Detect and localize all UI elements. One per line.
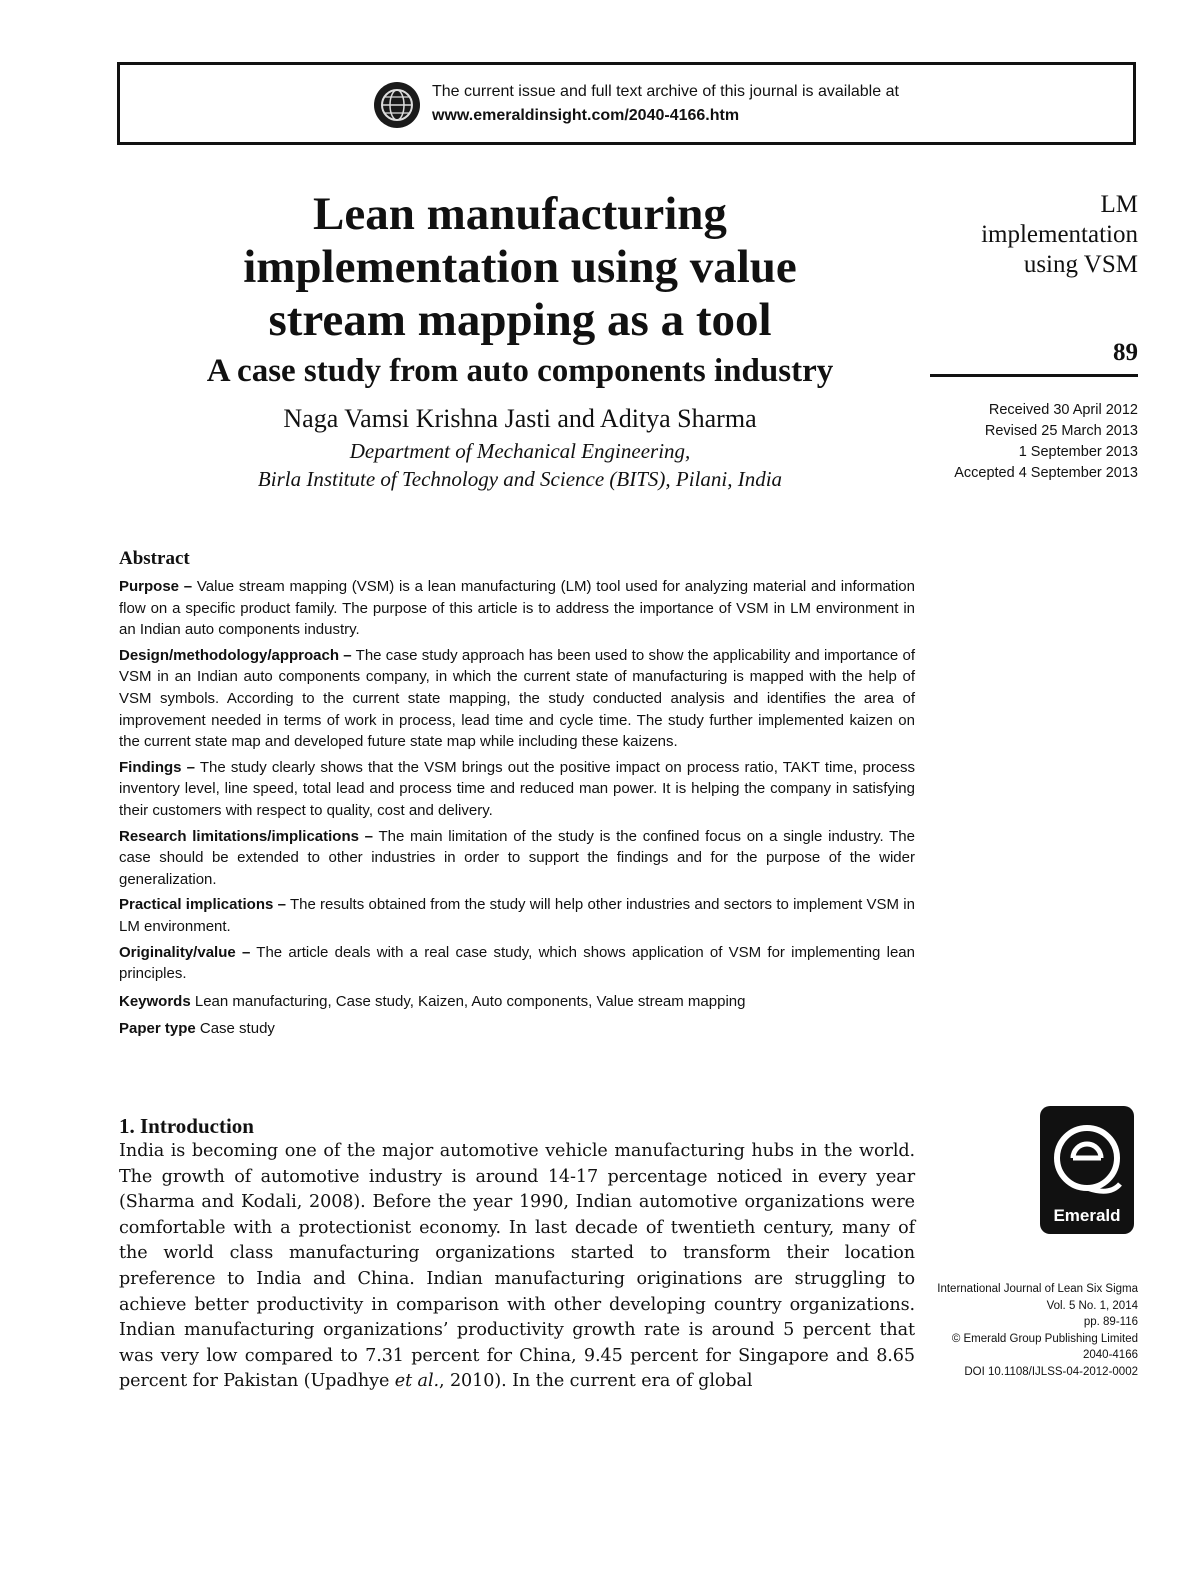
date-line: Received 30 April 2012 (988, 402, 1138, 418)
emerald-logo-word: Emerald (1053, 1206, 1121, 1225)
intro-text-tail: , 2010). In the current era of global (438, 1371, 753, 1392)
journal-pages: pp. 89-116 (1083, 1316, 1138, 1328)
article-title-line: stream mapping as a tool (268, 294, 772, 346)
publisher-info (920, 1281, 1138, 1380)
introduction-body (119, 1139, 915, 1395)
paper-type-text: Case study (199, 1020, 275, 1038)
intro-text: India is becoming one of the major automotive vehicle manufacturing hubs in the world. The growth of automotive industry is around 14-17 percentage noticed in every year (Sharma and Kodali, 2008). Before the year 1990, Indian automotive organizations were comfortable with a protectionist economy. In last decade of twentieth century, many of the world class manufacturing organizations started to transform their location preference to India and China. Indian manufacturing originations are struggling to achieve better productivity in comparison with other developing country organizations. Indian manufacturing organizations’ productivity growth rate is around 5 percent that was very low compared to 7.31 percent for China, 9.45 percent for Singapore and 8.65 percent for Pakistan (Upadhye (119, 1141, 915, 1392)
copyright-line: © Emerald Group Publishing Limited (951, 1332, 1138, 1345)
abstract-section (119, 942, 915, 985)
abstract-section-label: Design/methodology/approach – (119, 646, 352, 664)
globe-icon (372, 80, 422, 130)
archive-url-link[interactable]: www.emeraldinsight.com/2040-4166.htm (432, 107, 740, 124)
affiliation-line: Department of Mechanical Engineering, (349, 439, 691, 463)
running-head (940, 190, 1138, 280)
introduction-paragraph (119, 1139, 915, 1395)
running-head-line: using VSM (1023, 251, 1138, 278)
abstract-section-label: Purpose – (119, 578, 193, 595)
abstract-section-text: Value stream mapping (VSM) is a lean manufacturing (LM) tool used for analyzing material and information flow on a specific product family. The purpose of this article is to address the importance of VSM in LM environment in an Indian auto components industry. (119, 578, 915, 639)
abstract-heading: Abstract (119, 548, 190, 569)
keywords (119, 991, 915, 1013)
date-line: Accepted 4 September 2013 (954, 465, 1138, 481)
margin-divider (930, 374, 1138, 377)
abstract-section-label: Research limitations/implications – (119, 827, 374, 845)
journal-volume: Vol. 5 No. 1, 2014 (1046, 1299, 1138, 1312)
abstract-section-label: Practical implications – (119, 896, 286, 914)
abstract-section-text: The results obtained from the study will help other industries and sectors to implement VSM in LM environment. (119, 896, 915, 935)
page-number: 89 (1113, 339, 1138, 366)
article-title-line: Lean manufacturing (313, 188, 727, 240)
abstract-section-text: The article deals with a real case study, which shows application of VSM for implementing lean principles. (119, 943, 915, 983)
article-subtitle: A case study from auto components industry (206, 353, 834, 389)
date-line: 1 September 2013 (1018, 444, 1138, 460)
article-title (120, 188, 920, 347)
article-authors: Naga Vamsi Krishna Jasti and Aditya Sharma (283, 404, 757, 433)
running-head-line: implementation (981, 221, 1138, 248)
doi: DOI 10.1108/IJLSS-04-2012-0002 (964, 1365, 1138, 1378)
abstract-section-text: The main limitation of the study is the confined focus on a single industry. The case should be extended to other industries in order to support the findings and for the purpose of the wider generalization. (119, 827, 915, 888)
abstract-section-label: Findings – (119, 758, 195, 776)
abstract-section-label: Originality/value – (119, 943, 251, 961)
paper-type-label: Paper type (119, 1020, 196, 1038)
archive-notice (432, 80, 899, 128)
article-title-line: implementation using value (243, 241, 797, 293)
journal-name: International Journal of Lean Six Sigma (937, 1283, 1138, 1295)
running-head-line: LM (1100, 191, 1138, 218)
abstract-section-text: The case study approach has been used to show the applicability and importance of VSM in an Indian auto components company, in which the current state of manufacturing is mapped with the help of VSM symbols. According to the current state mapping, the study conducted analysis and identifies the area of improvement needed in terms of work in process, lead time and cycle time. The study further implemented kaizen on the current state map and developed future state map while including these kaizens. (119, 646, 915, 751)
abstract-body (119, 576, 915, 1044)
abstract-section-text: The study clearly shows that the VSM brings out the positive impact on process ratio, TAKT time, process inventory level, line speed, total lead and process time and reduced man power. It is helping the company in satisfying their customers with respect to quality, cost and delivery. (119, 758, 915, 819)
keywords-text: Lean manufacturing, Case study, Kaizen, Auto components, Value stream mapping (194, 992, 746, 1010)
paper-type (119, 1018, 915, 1040)
introduction-heading: 1. Introduction (119, 1114, 254, 1138)
abstract-section (119, 757, 915, 822)
affiliation-line: Birla Institute of Technology and Science (BITS), Pilani, India (257, 467, 783, 491)
date-line: Revised 25 March 2013 (984, 423, 1138, 439)
intro-citation-italic: et al. (394, 1371, 439, 1392)
abstract-section (119, 826, 915, 891)
emerald-logo (1040, 1106, 1134, 1234)
keywords-label: Keywords (119, 992, 191, 1010)
abstract-section (119, 576, 915, 641)
archive-notice-text: The current issue and full text archive of this journal is available at (432, 83, 899, 100)
abstract-section (119, 645, 915, 753)
submission-dates (900, 400, 1138, 484)
author-affiliation (120, 437, 920, 493)
abstract-section (119, 894, 915, 937)
issn: 2040-4166 (1083, 1349, 1138, 1361)
